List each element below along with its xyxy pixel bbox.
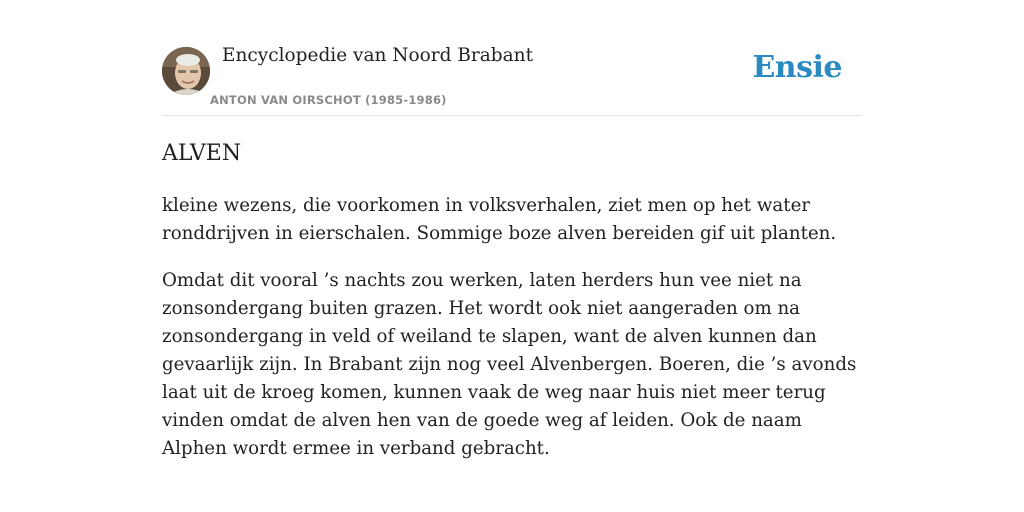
author-avatar[interactable] xyxy=(162,47,210,95)
article-paragraph: kleine wezens, die voorkomen in volksverhalen, ziet men op het water ronddrijven in eierschalen. Sommige boze alven bereiden gif uit planten. xyxy=(162,195,837,244)
article-paragraph: Omdat dit vooral ’s nachts zou werken, laten herders hun vee niet na zonsondergang buiten grazen. Het wordt ook niet aangeraden om na zonsondergang in veld of weiland te slapen, want de alven kunnen dan gevaarlijk zijn. In Brabant zijn nog veel Alvenbergen. Boeren, die ’s avonds laat uit de kroeg komen, kunnen vaak de weg naar huis niet meer terug vinden omdat de alven hen van de goede weg af leiden. Ook de naam Alphen wordt ermee in verband gebracht. xyxy=(162,270,857,459)
ensie-logo[interactable]: Ensie xyxy=(752,50,842,85)
author-name[interactable]: ANTON VAN OIRSCHOT (1985-1986) xyxy=(210,93,447,107)
article-card xyxy=(162,0,862,459)
page-title: ALVEN xyxy=(162,141,242,166)
article-header xyxy=(162,0,862,116)
author-portrait-icon xyxy=(162,47,210,95)
book-title[interactable]: Encyclopedie van Noord Brabant xyxy=(222,45,534,66)
